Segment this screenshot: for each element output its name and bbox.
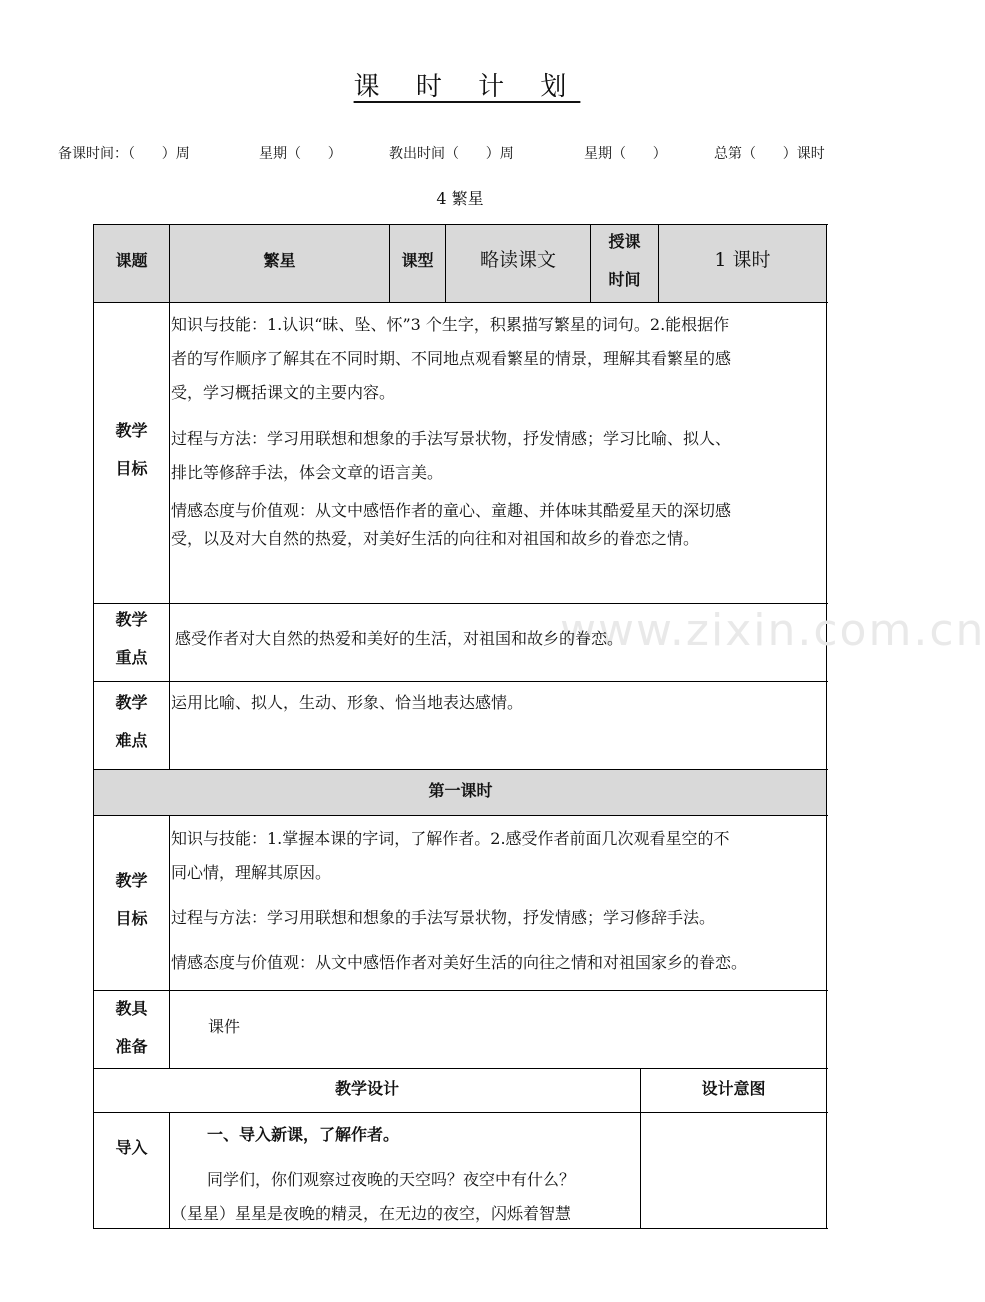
difficulties-label-1: 教学 bbox=[115, 693, 148, 712]
intro-line2: （星星）星星是夜晚的精灵，在无边的夜空，闪烁着智慧 bbox=[171, 1204, 572, 1223]
intro-heading: 一、导入新课，了解作者。 bbox=[207, 1125, 400, 1144]
goals-p1-line2: 者的写作顺序了解其在不同时期、不同地点观看繁星的情景，理解其看繁星的感 bbox=[171, 349, 732, 368]
lesson1-goal1-line2: 同心情，理解其原因。 bbox=[171, 863, 332, 882]
goals-p1-line3: 受，学习概括课文的主要内容。 bbox=[171, 383, 396, 402]
goals-p3-line2: 受，以及对大自然的热爱，对美好生活的向往和对祖国和故乡的眷恋之情。 bbox=[171, 529, 700, 548]
intro-label: 导入 bbox=[115, 1138, 148, 1157]
key-points-label-2: 重点 bbox=[115, 648, 148, 667]
lesson1-goals-label-1: 教学 bbox=[115, 871, 148, 890]
lesson1-goals-label-2: 目标 bbox=[115, 909, 148, 928]
watermark: www.zixin.com.cn bbox=[560, 605, 985, 656]
difficulties-text: 运用比喻、拟人，生动、形象、恰当地表达感情。 bbox=[171, 693, 524, 712]
lesson1-goal1-line1: 知识与技能：1.掌握本课的字词，了解作者。2.感受作者前面几次观看星空的不 bbox=[171, 829, 730, 848]
tools-label-1: 教具 bbox=[115, 999, 148, 1018]
goals-p2-line1: 过程与方法：学习用联想和想象的手法写景状物，抒发情感；学习比喻、拟人、 bbox=[171, 429, 732, 448]
time-label-2: 时间 bbox=[608, 270, 641, 289]
tools-value: 课件 bbox=[208, 1017, 241, 1036]
tools-label-2: 准备 bbox=[115, 1037, 148, 1056]
design-col-header: 教学设计 bbox=[334, 1079, 399, 1098]
type-value: 略读课文 bbox=[479, 249, 556, 271]
goals-label-1: 教学 bbox=[115, 421, 148, 440]
lesson1-goal3: 情感态度与价值观：从文中感悟作者对美好生活的向往之情和对祖国家乡的眷恋。 bbox=[171, 953, 748, 972]
goals-p3-line1: 情感态度与价值观：从文中感悟作者的童心、童趣、并体味其酷爱星天的深切感 bbox=[171, 501, 732, 520]
lesson1-goal2: 过程与方法：学习用联想和想象的手法写景状物，抒发情感；学习修辞手法。 bbox=[171, 908, 716, 927]
key-points-label-1: 教学 bbox=[115, 610, 148, 629]
goals-p1-line1: 知识与技能：1.认识“昧、坠、怀”3 个生字，积累描写繁星的词句。2.能根据作 bbox=[171, 315, 730, 334]
goals-label-2: 目标 bbox=[115, 459, 148, 478]
topic-label: 课题 bbox=[115, 251, 148, 270]
time-value: 1 课时 bbox=[714, 249, 771, 271]
difficulties-label-2: 难点 bbox=[115, 731, 148, 750]
type-label: 课型 bbox=[401, 251, 434, 270]
teach-time: 教出时间（ ）周 bbox=[389, 146, 514, 162]
topic-value: 繁星 bbox=[263, 251, 296, 270]
total-lessons: 总第（ ）课时 bbox=[714, 146, 825, 162]
key-points-text: 感受作者对大自然的热爱和美好的生活，对祖国和故乡的眷恋。 bbox=[175, 629, 624, 648]
goals-p2-line2: 排比等修辞手法，体会文章的语言美。 bbox=[171, 463, 444, 482]
prep-time: 备课时间：（ ）周 bbox=[58, 146, 190, 162]
page-title: 课 时 计 划 bbox=[353, 72, 581, 102]
lesson1-heading: 第一课时 bbox=[428, 781, 493, 800]
weekday-1: 星期（ ） bbox=[259, 146, 342, 162]
lesson-subtitle: 4 繁星 bbox=[436, 189, 484, 208]
time-label-1: 授课 bbox=[608, 232, 641, 251]
weekday-2: 星期（ ） bbox=[584, 146, 667, 162]
intro-line1: 同学们，你们观察过夜晚的天空吗？夜空中有什么？ bbox=[207, 1170, 576, 1189]
intent-col-header: 设计意图 bbox=[701, 1079, 766, 1098]
